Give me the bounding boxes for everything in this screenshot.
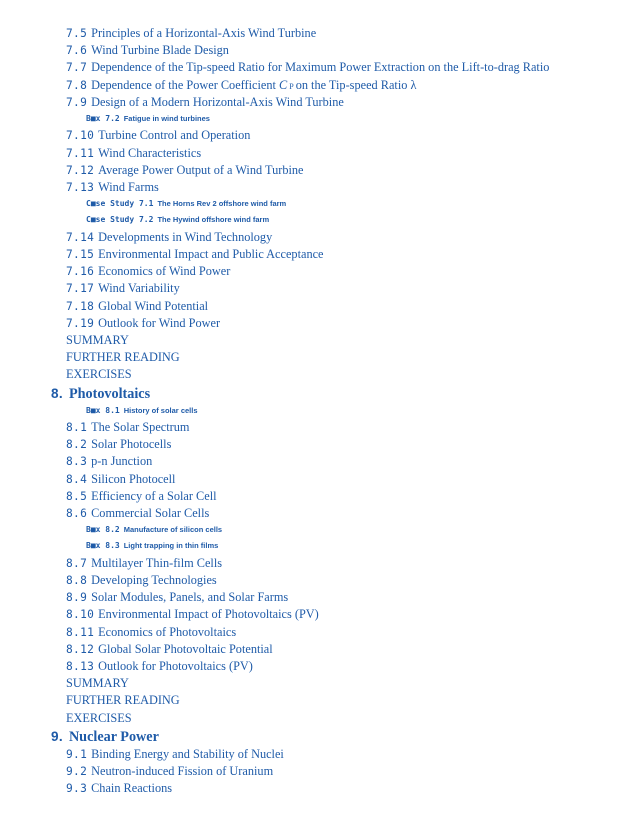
power-coefficient-subscript: P [289,81,294,91]
toc-chapter-8[interactable] [0,384,638,403]
toc-exercises[interactable] [0,710,638,727]
box-title: Fatigue in wind turbines [123,113,210,123]
toc-section-7-9[interactable] [0,94,638,111]
box-prefix: B■x 8.3 [86,541,120,551]
entry-title: Wind Characteristics [98,145,202,160]
table-of-contents [0,25,638,797]
entry-number: 8.4 [66,472,88,486]
entry-title: Silicon Photocell [91,471,176,486]
entry-number: 7.14 [66,230,95,244]
box-title: Manufacture of silicon cells [123,525,223,535]
toc-section-7-5[interactable] [0,25,638,42]
toc-further-reading[interactable] [0,349,638,366]
toc-box-b-x-8-3[interactable] [0,538,638,554]
entry-title: Wind Turbine Blade Design [91,43,229,58]
toc-box-c-se-study-7-2[interactable] [0,212,638,228]
toc-section-9-1[interactable] [0,746,638,763]
toc-section-8-6[interactable] [0,505,638,522]
toc-section-8-1[interactable] [0,419,638,436]
toc-section-7-11[interactable] [0,145,638,162]
entry-title: Solar Modules, Panels, and Solar Farms [91,590,289,605]
toc-section-9-2[interactable] [0,763,638,780]
entry-number: 8.7 [66,556,88,570]
entry-number: 8.12 [66,642,95,656]
entry-number: 7.18 [66,299,95,313]
box-title: History of solar cells [123,405,198,415]
entry-title: Solar Photocells [91,437,172,452]
entry-title: Developing Technologies [91,573,217,588]
toc-further-reading[interactable] [0,692,638,709]
entry-number: 9. [51,728,63,744]
toc-section-7-12[interactable] [0,162,638,179]
entry-number: 8.9 [66,591,88,605]
entry-number: 7.8 [66,78,88,92]
toc-section-7-15[interactable] [0,246,638,263]
toc-section-8-9[interactable] [0,589,638,606]
entry-title: Economics of Photovoltaics [98,624,237,639]
toc-section-7-17[interactable] [0,280,638,297]
entry-number: 7.16 [66,265,95,279]
entry-title: SUMMARY [66,332,129,347]
entry-title: Economics of Wind Power [98,264,231,279]
toc-section-8-5[interactable] [0,488,638,505]
entry-number: 8.13 [66,659,95,673]
box-title: The Hywind offshore wind farm [157,215,270,225]
entry-title: Photovoltaics [68,385,151,402]
toc-summary[interactable] [0,332,638,349]
entry-title: Global Solar Photovoltaic Potential [98,641,273,656]
entry-number: 7.12 [66,163,95,177]
toc-section-8-2[interactable] [0,436,638,453]
entry-number: 7.19 [66,316,95,330]
toc-section-8-12[interactable] [0,641,638,658]
entry-title: Environmental Impact of Photovoltaics (PV) [98,607,319,622]
toc-box-b-x-7-2[interactable] [0,111,638,127]
entry-title: Outlook for Photovoltaics (PV) [98,658,253,673]
entry-title: SUMMARY [66,676,129,691]
toc-section-7-19[interactable] [0,315,638,332]
entry-title: Wind Farms [98,179,159,194]
toc-section-7-18[interactable] [0,298,638,315]
entry-title: Dependence of the Power Coefficient [91,77,276,92]
toc-box-c-se-study-7-1[interactable] [0,196,638,212]
entry-number: 7.10 [66,129,95,143]
entry-number: 9.2 [66,764,88,778]
toc-section-7-7[interactable] [0,59,638,76]
entry-title: Outlook for Wind Power [98,315,221,330]
entry-title: Average Power Output of a Wind Turbine [98,162,304,177]
entry-number: 8.2 [66,438,88,452]
box-prefix: C■se Study 7.1 [86,199,154,209]
toc-section-8-13[interactable] [0,658,638,675]
entry-title: p-n Junction [91,454,153,469]
toc-section-7-8[interactable] [0,77,638,94]
entry-title: Developments in Wind Technology [98,229,273,244]
entry-title: Global Wind Potential [98,298,209,313]
entry-number: 8.6 [66,506,88,520]
entry-number: 8.10 [66,608,95,622]
toc-section-7-6[interactable] [0,42,638,59]
toc-section-8-3[interactable] [0,453,638,470]
box-prefix: B■x 8.2 [86,525,120,535]
entry-title: Chain Reactions [91,781,173,796]
box-prefix: B■x 8.1 [86,405,120,415]
power-coefficient-symbol: C [279,77,288,92]
entry-number: 7.13 [66,180,95,194]
entry-title: Wind Variability [98,281,180,296]
toc-section-7-13[interactable] [0,179,638,196]
entry-number: 8. [51,385,63,401]
entry-title: FURTHER READING [66,350,180,365]
toc-section-9-3[interactable] [0,780,638,797]
entry-title: FURTHER READING [66,693,180,708]
entry-number: 7.11 [66,146,95,160]
entry-number: 8.5 [66,489,88,503]
toc-section-7-14[interactable] [0,229,638,246]
entry-number: 7.9 [66,95,88,109]
box-prefix: C■se Study 7.2 [86,215,154,225]
entry-title: Turbine Control and Operation [98,128,251,143]
entry-number: 9.3 [66,782,88,796]
entry-number: 7.17 [66,282,95,296]
entry-title: Dependence of the Tip-speed Ratio for Maximum Power Extraction on the Lift-to-drag Ratio [91,60,550,75]
toc-section-7-10[interactable] [0,127,638,144]
toc-section-8-8[interactable] [0,572,638,589]
entry-number: 8.3 [66,455,88,469]
toc-section-8-11[interactable] [0,624,638,641]
toc-box-b-x-8-1[interactable] [0,403,638,419]
toc-section-8-7[interactable] [0,555,638,572]
box-title: Light trapping in thin films [123,541,219,551]
entry-title: Commercial Solar Cells [91,505,210,520]
entry-title: Principles of a Horizontal-Axis Wind Turbine [91,26,317,40]
toc-chapter-9[interactable] [0,727,638,746]
entry-title: EXERCISES [66,710,132,725]
entry-number: 7.6 [66,44,88,58]
entry-title: Multilayer Thin-film Cells [91,555,223,570]
entry-number: 7.7 [66,61,88,75]
entry-title: Nuclear Power [68,728,159,745]
entry-title: Binding Energy and Stability of Nuclei [91,746,284,761]
entry-title: EXERCISES [66,367,132,382]
entry-title-continued: on the Tip-speed Ratio λ [295,77,417,92]
entry-title: Design of a Modern Horizontal-Axis Wind Turbine [91,94,344,109]
entry-title: The Solar Spectrum [91,419,190,434]
entry-number: 8.11 [66,625,95,639]
entry-title: Efficiency of a Solar Cell [91,488,217,503]
entry-number: 9.1 [66,747,88,761]
toc-summary[interactable] [0,675,638,692]
box-title: The Horns Rev 2 offshore wind farm [157,199,287,209]
toc-section-7-16[interactable] [0,263,638,280]
toc-section-8-4[interactable] [0,471,638,488]
toc-exercises[interactable] [0,366,638,383]
entry-title: Environmental Impact and Public Acceptance [98,247,324,262]
entry-number: 8.8 [66,574,88,588]
toc-section-8-10[interactable] [0,606,638,623]
entry-number: 7.15 [66,248,95,262]
box-prefix: B■x 7.2 [86,113,120,123]
entry-title: Neutron-induced Fission of Uranium [91,763,274,778]
entry-number: 8.1 [66,420,88,434]
entry-number: 7.5 [66,27,88,40]
toc-box-b-x-8-2[interactable] [0,522,638,538]
